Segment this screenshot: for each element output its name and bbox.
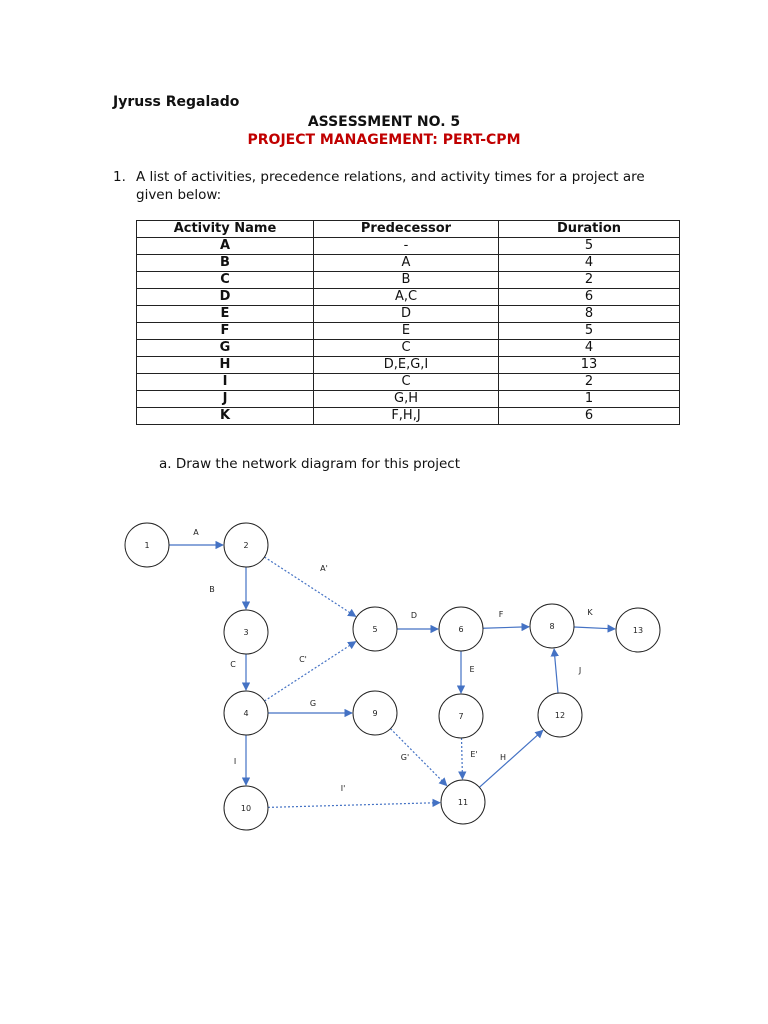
- table-row: [137, 408, 680, 425]
- edge-label-2-5: A': [320, 564, 328, 573]
- cell-duration: 13: [499, 357, 680, 374]
- edge-label-6-8: F: [498, 610, 504, 619]
- table-row: [137, 391, 680, 408]
- cell-duration: 4: [499, 255, 680, 272]
- table-row: [137, 238, 680, 255]
- cell-duration: 1: [499, 391, 680, 408]
- cell-predecessor: D,E,G,I: [314, 357, 499, 374]
- edge-11-12: [479, 730, 543, 787]
- edge-label-3-4: C: [230, 660, 236, 669]
- cell-activity: J: [137, 391, 314, 408]
- node-label-1: 1: [144, 541, 150, 550]
- node-label-3: 3: [243, 628, 249, 637]
- assessment-subtitle: PROJECT MANAGEMENT: PERT-CPM: [247, 132, 521, 148]
- cell-activity: B: [137, 255, 314, 272]
- table-row: [137, 255, 680, 272]
- cell-duration: 6: [499, 289, 680, 306]
- node-label-4: 4: [243, 709, 249, 718]
- edge-label-1-2: A: [193, 528, 199, 537]
- edge-7-11: [462, 738, 463, 779]
- cell-activity: D: [137, 289, 314, 306]
- node-label-6: 6: [458, 625, 464, 634]
- cell-predecessor: D: [314, 306, 499, 323]
- subquestion-a: a. Draw the network diagram for this project: [159, 456, 461, 472]
- node-label-7: 7: [458, 712, 464, 721]
- cell-predecessor: C: [314, 340, 499, 357]
- table-row: [137, 289, 680, 306]
- edge-10-11: [268, 803, 440, 808]
- edge-label-10-11: I': [340, 784, 346, 793]
- edge-label-9-11: G': [400, 753, 410, 762]
- edge-6-8: [483, 627, 529, 629]
- node-label-13: 13: [632, 626, 644, 635]
- cell-duration: 5: [499, 238, 680, 255]
- node-label-5: 5: [372, 625, 378, 634]
- edge-label-4-5: C': [299, 655, 307, 664]
- table-row: [137, 306, 680, 323]
- cell-duration: 6: [499, 408, 680, 425]
- cell-activity: E: [137, 306, 314, 323]
- edge-label-4-10: I: [233, 757, 237, 766]
- edge-label-4-9: G: [309, 699, 317, 708]
- cell-activity: G: [137, 340, 314, 357]
- question-text: A list of activities, precedence relations, and activity times for a project are given below:: [136, 169, 645, 203]
- cell-duration: 4: [499, 340, 680, 357]
- cell-predecessor: E: [314, 323, 499, 340]
- cell-predecessor: A,C: [314, 289, 499, 306]
- cell-duration: 5: [499, 323, 680, 340]
- cell-duration: 2: [499, 272, 680, 289]
- edge-label-2-3: B: [209, 585, 215, 594]
- table-row: [137, 357, 680, 374]
- cell-predecessor: C: [314, 374, 499, 391]
- question-number: 1.: [113, 169, 126, 185]
- author-name: Jyruss Regalado: [113, 94, 240, 110]
- edge-label-8-13: K: [587, 608, 593, 617]
- table-header-row: [137, 221, 680, 238]
- cell-activity: A: [137, 238, 314, 255]
- cell-activity: I: [137, 374, 314, 391]
- node-label-8: 8: [549, 622, 555, 631]
- cell-predecessor: B: [314, 272, 499, 289]
- table-row: [137, 323, 680, 340]
- table-row: [137, 340, 680, 357]
- cell-activity: F: [137, 323, 314, 340]
- cell-activity: C: [137, 272, 314, 289]
- edge-label-7-11: E': [470, 750, 478, 759]
- edge-8-13: [574, 627, 615, 629]
- edge-label-6-7: E: [469, 665, 475, 674]
- cell-predecessor: G,H: [314, 391, 499, 408]
- edge-label-12-8: J: [578, 666, 582, 675]
- edge-4-5: [264, 642, 355, 701]
- cell-predecessor: F,H,J: [314, 408, 499, 425]
- node-label-2: 2: [243, 541, 249, 550]
- header-duration: Duration: [499, 221, 680, 238]
- table-row: [137, 272, 680, 289]
- edge-label-5-6: D: [410, 611, 418, 620]
- edge-9-11: [390, 729, 446, 786]
- cell-activity: H: [137, 357, 314, 374]
- header-activity-name: Activity Name: [137, 221, 314, 238]
- cell-duration: 2: [499, 374, 680, 391]
- cell-duration: 8: [499, 306, 680, 323]
- node-label-10: 10: [240, 804, 252, 813]
- question-1: [113, 168, 683, 204]
- cell-predecessor: A: [314, 255, 499, 272]
- activity-table: [136, 220, 680, 425]
- node-label-12: 12: [554, 711, 566, 720]
- edge-12-8: [554, 649, 558, 693]
- network-diagram: [0, 500, 768, 840]
- cell-activity: K: [137, 408, 314, 425]
- node-label-11: 11: [457, 798, 469, 807]
- cell-predecessor: -: [314, 238, 499, 255]
- edge-label-11-12: H: [499, 753, 507, 762]
- node-label-9: 9: [372, 709, 378, 718]
- table-row: [137, 374, 680, 391]
- header-predecessor: Predecessor: [314, 221, 499, 238]
- edge-2-5: [264, 557, 355, 616]
- assessment-title: ASSESSMENT NO. 5: [307, 114, 461, 130]
